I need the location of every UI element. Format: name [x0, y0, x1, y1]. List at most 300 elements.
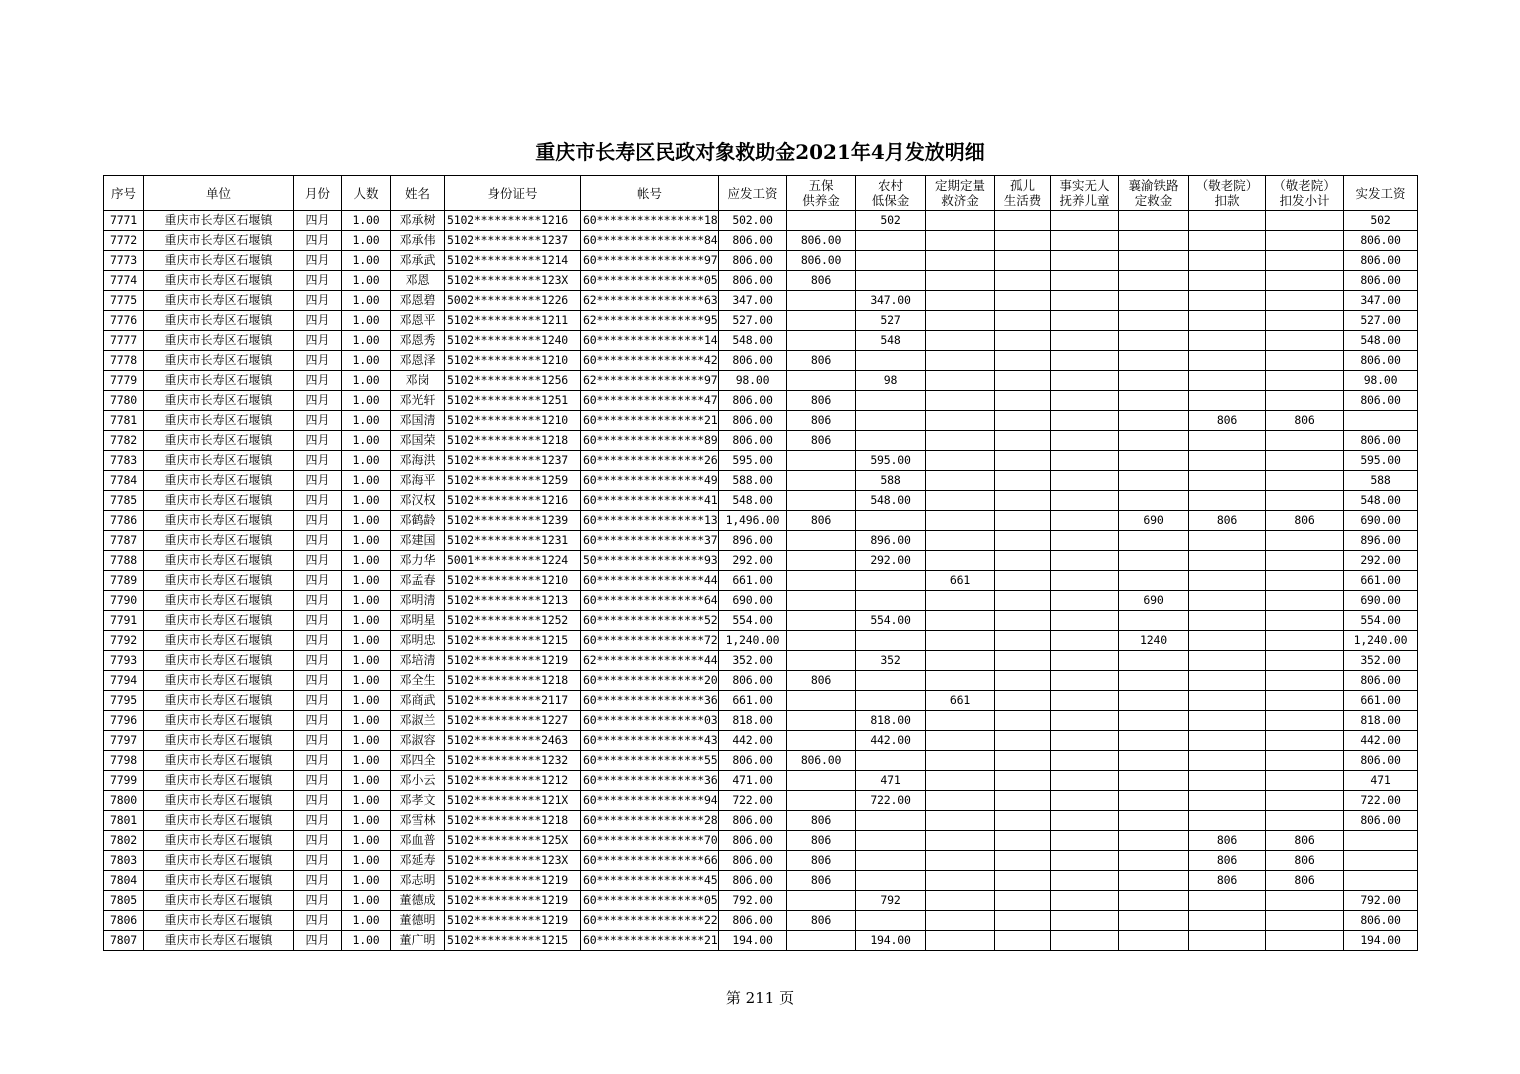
table-cell: 四月	[294, 751, 342, 771]
table-cell	[1119, 211, 1189, 231]
table-cell: 661.00	[1344, 691, 1418, 711]
table-cell	[1051, 911, 1119, 931]
table-cell: 1.00	[342, 531, 391, 551]
column-header: 五保 供养金	[787, 176, 856, 211]
table-row	[104, 511, 1418, 531]
table-row	[104, 411, 1418, 431]
table-cell	[1266, 451, 1344, 471]
table-cell: 527.00	[719, 311, 787, 331]
table-cell: 四月	[294, 931, 342, 951]
table-cell: 四月	[294, 231, 342, 251]
table-cell: 邓恩秀	[391, 331, 445, 351]
table-cell: 5102**********1215	[445, 631, 581, 651]
table-cell	[1119, 531, 1189, 551]
table-cell: 347.00	[719, 291, 787, 311]
table-cell: 806.00	[719, 671, 787, 691]
column-header: （敬老院） 扣款	[1189, 176, 1266, 211]
table-cell	[1119, 891, 1189, 911]
table-cell: 806.00	[1344, 231, 1418, 251]
table-cell	[1051, 251, 1119, 271]
table-cell	[995, 731, 1051, 751]
table-cell: 806	[1266, 831, 1344, 851]
table-cell: 554.00	[719, 611, 787, 631]
table-cell	[856, 691, 926, 711]
table-cell: 7794	[104, 671, 144, 691]
table-cell	[926, 331, 995, 351]
table-row	[104, 831, 1418, 851]
table-cell: 5102**********1219	[445, 911, 581, 931]
table-cell	[1189, 811, 1266, 831]
table-cell: 邓国清	[391, 411, 445, 431]
table-cell: 554.00	[856, 611, 926, 631]
table-cell: 四月	[294, 811, 342, 831]
table-cell: 5102**********1219	[445, 891, 581, 911]
table-cell: 5102**********121X	[445, 791, 581, 811]
table-cell	[1266, 571, 1344, 591]
table-cell: 邓明清	[391, 591, 445, 611]
table-cell	[1051, 811, 1119, 831]
column-header: 实发工资	[1344, 176, 1418, 211]
table-cell	[856, 871, 926, 891]
table-cell: 806.00	[719, 751, 787, 771]
table-cell: 重庆市长寿区石堰镇	[144, 851, 294, 871]
table-cell	[926, 311, 995, 331]
table-cell: 邓孟春	[391, 571, 445, 591]
table-cell: 7771	[104, 211, 144, 231]
table-cell	[1266, 631, 1344, 651]
table-cell	[1266, 931, 1344, 951]
table-cell	[1189, 711, 1266, 731]
table-cell: 邓明忠	[391, 631, 445, 651]
table-cell: 5102**********1252	[445, 611, 581, 631]
table-cell	[1189, 671, 1266, 691]
table-cell: 重庆市长寿区石堰镇	[144, 351, 294, 371]
table-cell	[1119, 671, 1189, 691]
table-cell: 806.00	[719, 391, 787, 411]
table-cell: 董德明	[391, 911, 445, 931]
table-cell: 60****************36	[581, 771, 719, 791]
table-cell: 四月	[294, 271, 342, 291]
table-cell: 60****************28	[581, 811, 719, 831]
table-cell: 7778	[104, 351, 144, 371]
table-cell: 60****************26	[581, 451, 719, 471]
table-cell: 7796	[104, 711, 144, 731]
table-cell: 邓承树	[391, 211, 445, 231]
table-cell: 98.00	[1344, 371, 1418, 391]
table-row	[104, 451, 1418, 471]
table-cell	[1119, 911, 1189, 931]
table-cell: 7779	[104, 371, 144, 391]
table-cell: 60****************05	[581, 891, 719, 911]
table-cell: 1240	[1119, 631, 1189, 651]
table-cell	[1051, 691, 1119, 711]
table-row	[104, 711, 1418, 731]
table-cell: 四月	[294, 851, 342, 871]
table-cell	[1189, 391, 1266, 411]
table-cell: 邓海洪	[391, 451, 445, 471]
table-cell: 1.00	[342, 411, 391, 431]
table-cell: 1.00	[342, 591, 391, 611]
table-cell	[787, 371, 856, 391]
table-cell	[1189, 631, 1266, 651]
table-cell: 7787	[104, 531, 144, 551]
table-cell	[1119, 831, 1189, 851]
table-cell: 四月	[294, 891, 342, 911]
table-cell	[1189, 551, 1266, 571]
table-cell: 60****************52	[581, 611, 719, 631]
table-cell: 806	[787, 911, 856, 931]
table-cell: 5102**********1215	[445, 931, 581, 951]
table-cell	[1266, 391, 1344, 411]
table-cell: 7775	[104, 291, 144, 311]
table-cell: 792.00	[719, 891, 787, 911]
table-cell: 806.00	[1344, 271, 1418, 291]
table-cell: 722.00	[856, 791, 926, 811]
table-cell	[856, 671, 926, 691]
table-cell: 7807	[104, 931, 144, 951]
table-cell: 四月	[294, 651, 342, 671]
table-cell	[926, 731, 995, 751]
table-cell: 806	[787, 391, 856, 411]
table-cell: 806	[1266, 511, 1344, 531]
table-cell	[995, 871, 1051, 891]
table-cell	[926, 551, 995, 571]
table-cell: 527	[856, 311, 926, 331]
table-cell	[926, 851, 995, 871]
table-cell: 471	[856, 771, 926, 791]
table-cell	[1051, 371, 1119, 391]
table-cell: 471	[1344, 771, 1418, 791]
table-cell	[926, 871, 995, 891]
column-header: 事实无人 抚养儿童	[1051, 176, 1119, 211]
table-cell	[1051, 351, 1119, 371]
table-cell: 5102**********2117	[445, 691, 581, 711]
table-cell	[856, 351, 926, 371]
table-cell	[1051, 651, 1119, 671]
table-cell: 四月	[294, 391, 342, 411]
table-cell: 502	[1344, 211, 1418, 231]
table-cell	[995, 451, 1051, 471]
table-cell	[995, 391, 1051, 411]
table-cell: 7780	[104, 391, 144, 411]
table-cell	[1119, 291, 1189, 311]
table-cell	[1119, 711, 1189, 731]
table-cell: 董广明	[391, 931, 445, 951]
table-cell	[995, 631, 1051, 651]
table-row	[104, 271, 1418, 291]
table-cell: 806	[787, 851, 856, 871]
table-cell: 1.00	[342, 651, 391, 671]
table-cell	[926, 771, 995, 791]
table-cell	[1189, 331, 1266, 351]
table-cell: 806.00	[787, 251, 856, 271]
table-cell: 548.00	[719, 331, 787, 351]
table-cell: 806	[1189, 511, 1266, 531]
table-cell	[787, 631, 856, 651]
table-row	[104, 771, 1418, 791]
table-cell: 5102**********1237	[445, 451, 581, 471]
table-cell: 1.00	[342, 271, 391, 291]
table-row	[104, 371, 1418, 391]
table-cell: 1,240.00	[1344, 631, 1418, 651]
table-cell	[1119, 691, 1189, 711]
table-cell	[1051, 571, 1119, 591]
table-cell	[995, 271, 1051, 291]
table-cell	[1051, 591, 1119, 611]
table-cell	[1266, 671, 1344, 691]
table-cell	[1051, 731, 1119, 751]
table-cell	[1119, 811, 1189, 831]
table-cell: 邓恩平	[391, 311, 445, 331]
table-cell: 806	[1189, 871, 1266, 891]
table-cell: 60****************22	[581, 911, 719, 931]
table-cell: 548.00	[719, 491, 787, 511]
table-cell: 588	[856, 471, 926, 491]
table-cell: 重庆市长寿区石堰镇	[144, 391, 294, 411]
table-cell	[926, 211, 995, 231]
table-cell	[856, 391, 926, 411]
table-cell	[995, 671, 1051, 691]
table-cell	[1051, 931, 1119, 951]
table-cell	[1266, 331, 1344, 351]
table-cell: 7804	[104, 871, 144, 891]
table-cell	[1119, 491, 1189, 511]
table-cell: 7785	[104, 491, 144, 511]
table-cell	[787, 471, 856, 491]
table-cell: 邓淑兰	[391, 711, 445, 731]
table-cell: 60****************18	[581, 211, 719, 231]
table-cell	[1051, 871, 1119, 891]
table-cell	[787, 571, 856, 591]
table-cell	[856, 251, 926, 271]
table-cell: 60****************89	[581, 431, 719, 451]
table-cell: 806.00	[719, 431, 787, 451]
table-cell: 四月	[294, 331, 342, 351]
table-cell	[856, 511, 926, 531]
table-cell	[1266, 531, 1344, 551]
table-cell	[787, 591, 856, 611]
table-cell: 7774	[104, 271, 144, 291]
table-row	[104, 431, 1418, 451]
table-cell: 1.00	[342, 511, 391, 531]
table-cell	[1119, 231, 1189, 251]
table-cell: 7781	[104, 411, 144, 431]
table-cell: 邓志明	[391, 871, 445, 891]
table-cell	[1119, 731, 1189, 751]
table-cell	[995, 511, 1051, 531]
table-cell: 四月	[294, 611, 342, 631]
table-row	[104, 591, 1418, 611]
column-header: 农村 低保金	[856, 176, 926, 211]
table-cell	[1051, 531, 1119, 551]
table-cell: 邓国荣	[391, 431, 445, 451]
table-cell	[1189, 311, 1266, 331]
table-cell	[995, 331, 1051, 351]
table-cell: 7802	[104, 831, 144, 851]
table-cell: 7800	[104, 791, 144, 811]
table-cell	[1051, 511, 1119, 531]
table-cell: 5102**********1231	[445, 531, 581, 551]
table-cell	[856, 631, 926, 651]
table-cell: 重庆市长寿区石堰镇	[144, 731, 294, 751]
table-cell: 7776	[104, 311, 144, 331]
table-cell: 806	[787, 351, 856, 371]
table-cell: 442.00	[856, 731, 926, 751]
table-cell: 重庆市长寿区石堰镇	[144, 491, 294, 511]
table-cell: 60****************05	[581, 271, 719, 291]
table-cell: 806	[1189, 851, 1266, 871]
table-row	[104, 651, 1418, 671]
table-row	[104, 611, 1418, 631]
relief-payment-table	[103, 175, 1418, 951]
table-cell	[787, 731, 856, 751]
table-cell	[1189, 731, 1266, 751]
table-cell: 806	[787, 271, 856, 291]
table-cell: 1.00	[342, 211, 391, 231]
table-cell: 806.00	[1344, 811, 1418, 831]
table-cell: 442.00	[719, 731, 787, 751]
column-header: 孤儿 生活费	[995, 176, 1051, 211]
table-cell	[995, 811, 1051, 831]
table-cell	[926, 891, 995, 911]
column-header: 应发工资	[719, 176, 787, 211]
table-cell: 邓孝文	[391, 791, 445, 811]
table-row	[104, 891, 1418, 911]
table-cell: 554.00	[1344, 611, 1418, 631]
table-cell: 1.00	[342, 491, 391, 511]
table-cell: 四月	[294, 731, 342, 751]
table-cell: 邓鹤龄	[391, 511, 445, 531]
table-cell: 595.00	[856, 451, 926, 471]
table-cell	[1051, 851, 1119, 871]
table-cell	[1051, 391, 1119, 411]
table-cell	[1051, 751, 1119, 771]
table-cell: 四月	[294, 431, 342, 451]
table-cell	[1266, 491, 1344, 511]
table-cell	[1266, 211, 1344, 231]
table-row	[104, 871, 1418, 891]
table-cell	[1266, 711, 1344, 731]
table-cell: 重庆市长寿区石堰镇	[144, 311, 294, 331]
table-cell: 重庆市长寿区石堰镇	[144, 371, 294, 391]
table-cell: 5102**********1256	[445, 371, 581, 391]
table-cell: 重庆市长寿区石堰镇	[144, 291, 294, 311]
table-cell: 1.00	[342, 771, 391, 791]
table-cell	[926, 391, 995, 411]
table-cell	[995, 911, 1051, 931]
table-cell	[1119, 751, 1189, 771]
table-row	[104, 531, 1418, 551]
table-cell: 471.00	[719, 771, 787, 791]
table-cell	[1266, 911, 1344, 931]
table-cell	[1051, 291, 1119, 311]
table-cell	[1344, 871, 1418, 891]
table-cell: 1.00	[342, 251, 391, 271]
table-cell: 347.00	[1344, 291, 1418, 311]
table-cell	[926, 671, 995, 691]
table-cell: 重庆市长寿区石堰镇	[144, 791, 294, 811]
table-cell: 722.00	[719, 791, 787, 811]
table-cell	[1189, 351, 1266, 371]
table-cell: 806	[787, 411, 856, 431]
table-cell	[856, 571, 926, 591]
table-cell: 四月	[294, 671, 342, 691]
table-cell: 661	[926, 571, 995, 591]
table-cell: 527.00	[1344, 311, 1418, 331]
column-header: 人数	[342, 176, 391, 211]
table-cell: 806.00	[719, 251, 787, 271]
table-cell	[995, 591, 1051, 611]
table-cell	[1344, 831, 1418, 851]
table-cell: 806.00	[1344, 391, 1418, 411]
table-cell: 邓承伟	[391, 231, 445, 251]
table-cell: 重庆市长寿区石堰镇	[144, 931, 294, 951]
table-cell	[1189, 531, 1266, 551]
page-number: 第 211 页	[725, 989, 795, 1007]
table-cell	[1051, 411, 1119, 431]
table-row	[104, 631, 1418, 651]
table-cell: 邓恩碧	[391, 291, 445, 311]
table-cell: 661	[926, 691, 995, 711]
table-cell: 7791	[104, 611, 144, 631]
table-cell: 806	[787, 671, 856, 691]
table-cell: 5102**********1240	[445, 331, 581, 351]
table-cell	[995, 831, 1051, 851]
column-header: 单位	[144, 176, 294, 211]
table-cell	[787, 491, 856, 511]
table-cell	[995, 211, 1051, 231]
table-cell: 5102**********123X	[445, 271, 581, 291]
table-cell: 重庆市长寿区石堰镇	[144, 331, 294, 351]
table-cell	[926, 791, 995, 811]
table-cell: 661.00	[719, 571, 787, 591]
table-cell: 194.00	[1344, 931, 1418, 951]
table-row	[104, 571, 1418, 591]
table-cell	[1266, 471, 1344, 491]
table-cell	[1119, 571, 1189, 591]
table-cell: 邓延寿	[391, 851, 445, 871]
table-cell	[1266, 791, 1344, 811]
table-cell: 1.00	[342, 931, 391, 951]
table-cell	[1051, 711, 1119, 731]
table-cell: 5102**********1239	[445, 511, 581, 531]
table-cell	[1266, 731, 1344, 751]
table-cell	[926, 451, 995, 471]
table-cell	[1119, 791, 1189, 811]
table-cell	[1189, 291, 1266, 311]
table-cell	[926, 931, 995, 951]
table-cell: 5102**********1218	[445, 811, 581, 831]
table-cell: 四月	[294, 631, 342, 651]
table-cell: 502	[856, 211, 926, 231]
table-cell	[995, 651, 1051, 671]
table-cell	[995, 491, 1051, 511]
table-cell: 60****************36	[581, 691, 719, 711]
table-cell: 806	[787, 871, 856, 891]
table-cell: 661.00	[1344, 571, 1418, 591]
table-cell: 352.00	[1344, 651, 1418, 671]
table-cell: 邓恩	[391, 271, 445, 291]
table-cell: 四月	[294, 551, 342, 571]
table-cell: 邓海平	[391, 471, 445, 491]
table-cell: 806	[1266, 871, 1344, 891]
table-cell	[926, 751, 995, 771]
table-cell	[1266, 271, 1344, 291]
table-header-row	[104, 176, 1418, 211]
column-header: 帐号	[581, 176, 719, 211]
table-cell: 347.00	[856, 291, 926, 311]
table-cell: 1.00	[342, 811, 391, 831]
